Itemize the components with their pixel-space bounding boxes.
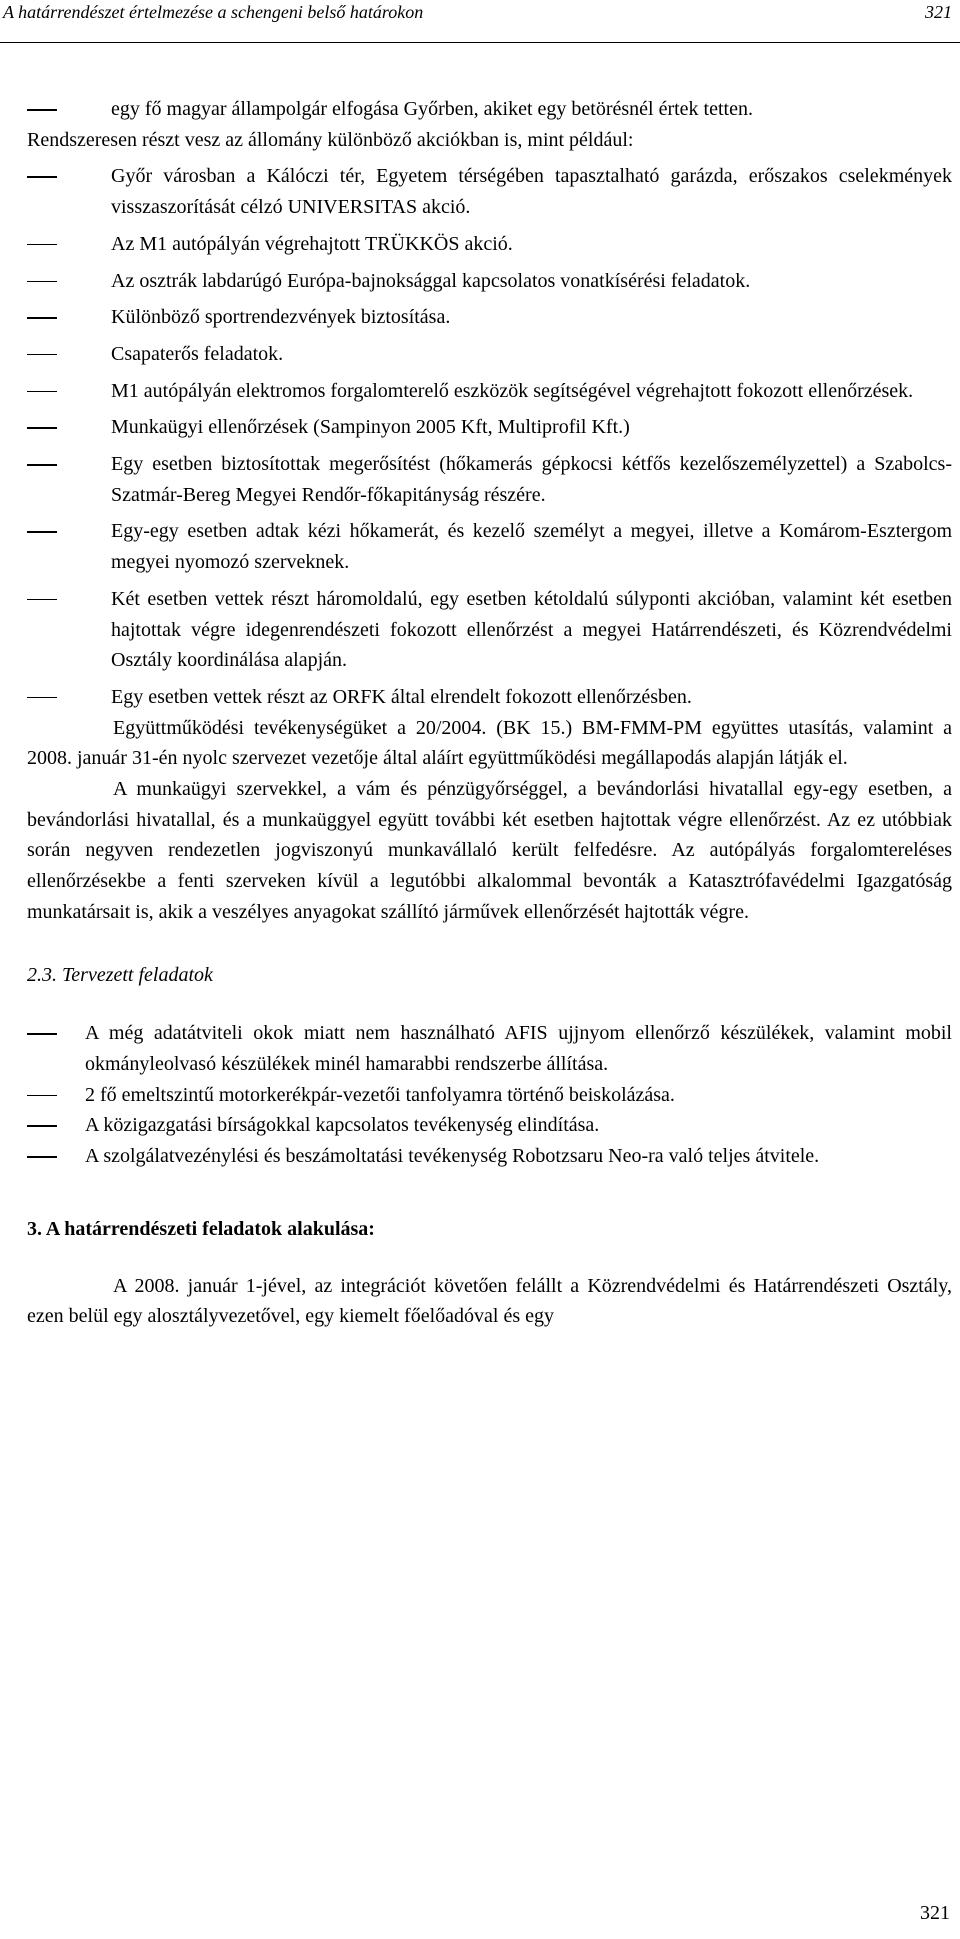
section-heading: 3. A határrendészeti feladatok alakulása: [27,1217,375,1240]
dash-bullet [27,531,57,533]
dash-bullet [27,391,57,393]
dash-bullet [27,1033,57,1035]
list-item: A még adatátviteli okok miatt nem használható AFIS ujjnyom ellenőrző készülékek, valamint mobil okmányleolvasó készülékek minél hamarabbi rendszerbe állítása. [27,1018,952,1079]
list-item: Egy-egy esetben adtak kézi hőkamerát, és kezelő személyt a megyei, illetve a Komárom-Esztergom megyei nyomozó szerveknek. [27,516,952,577]
running-header [0,0,960,43]
body-paragraph: Együttműködési tevékenységüket a 20/2004. (BK 15.) BM-FMM-PM együttes utasítás, valamint a 2008. január 31-én nyolc szervezet vezetője által aláírt együttműködési megállapodás alapján látják el. [27,716,952,770]
list-item: 2 fő emeltszintű motorkerékpár-vezetői tanfolyamra történő beiskolázása. [27,1080,952,1111]
list-item: Munkaügyi ellenőrzések (Sampinyon 2005 Kft, Multiprofil Kft.) [27,412,952,443]
body-paragraph: A munkaügyi szervekkel, a vám és pénzügyőrséggel, a bevándorlási hivatallal egy-egy esetben, a bevándorlási hivatallal, és a munkaüggyel együtt további két esetben hajtottak végre ellenőrzést. Az ez utóbbiak során negyven rendezetlen jogviszonyú munkavállaló került felfedésre. Az autópályás forgalomtereléses ellenőrzésekbe a fenti szerveken kívül a legutóbbi alkalommal bevonták a Katasztrófavédelmi Igazgatóság munkatársait is, akik a veszélyes anyagokat szállító járművek ellenőrzését hajtották végre. [27,778,952,923]
header-title: A határrendészet értelmezése a schengeni belső határokon [3,2,424,22]
list-item: Egy esetben biztosítottak megerősítést (hőkamerás gépkocsi kétfős kezelőszemélyzettel) a Szabolcs-Szatmár-Bereg Megyei Rendőr-főkapitányság részére. [27,449,952,510]
dash-bullet [27,176,57,178]
dash-bullet [27,244,57,246]
list-item: Az M1 autópályán végrehajtott TRÜKKÖS akció. [27,229,952,260]
dash-bullet [27,317,57,319]
dash-bullet [27,109,57,111]
planned-tasks-list [27,1018,952,1172]
dash-bullet [27,427,57,429]
list-item: A közigazgatási bírságokkal kapcsolatos tevékenység elindítása. [27,1110,952,1141]
list-item: Különböző sportrendezvények biztosítása. [27,302,952,333]
list-item: Az osztrák labdarúgó Európa-bajnoksággal kapcsolatos vonatkísérési feladatok. [27,266,952,297]
actions-intro: Rendszeresen részt vesz az állomány különböző akciókban is, mint például: [27,128,634,151]
dash-bullet [27,1095,57,1097]
page-body [27,94,952,1332]
list-item: M1 autópályán elektromos forgalomterelő eszközök segítségével végrehajtott fokozott ellenőrzések. [27,376,952,407]
dash-bullet [27,697,57,699]
dash-bullet [27,599,57,601]
actions-list [27,161,952,712]
list-item: Győr városban a Kálóczi tér, Egyetem térségében tapasztalható garázda, erőszakos cselekmények visszaszorítását célzó UNIVERSITAS akció. [27,161,952,222]
dash-bullet [27,1156,57,1158]
list-item: egy fő magyar állampolgár elfogása Győrben, akiket egy betörésnél értek tetten. [27,94,952,125]
list-item: Csapaterős feladatok. [27,339,952,370]
list-item: Egy esetben vettek részt az ORFK által elrendelt fokozott ellenőrzésben. [27,682,952,713]
list-item: A szolgálatvezénylési és beszámoltatási tevékenység Robotzsaru Neo-ra való teljes átvitele. [27,1141,952,1172]
dash-bullet [27,281,57,283]
dash-bullet [27,464,57,466]
list-item: Két esetben vettek részt háromoldalú, egy esetben kétoldalú súlyponti akcióban, valamint két esetben hajtottak végre idegenrendészeti fokozott ellenőrzést a megyei Határrendészeti, és Közrendvédelmi Osztály koordinálása alapján. [27,584,952,676]
body-paragraph: A 2008. január 1-jével, az integrációt követően felállt a Közrendvédelmi és Határrendészeti Osztály, ezen belül egy alosztályvezetővel, egy kiemelt főelőadóval és egy [27,1274,952,1328]
header-page-number: 321 [925,2,952,22]
subsection-heading: 2.3. Tervezett feladatok [27,963,213,986]
footer-page-number: 321 [920,1902,950,1924]
dash-bullet [27,1125,57,1127]
dash-bullet [27,354,57,356]
